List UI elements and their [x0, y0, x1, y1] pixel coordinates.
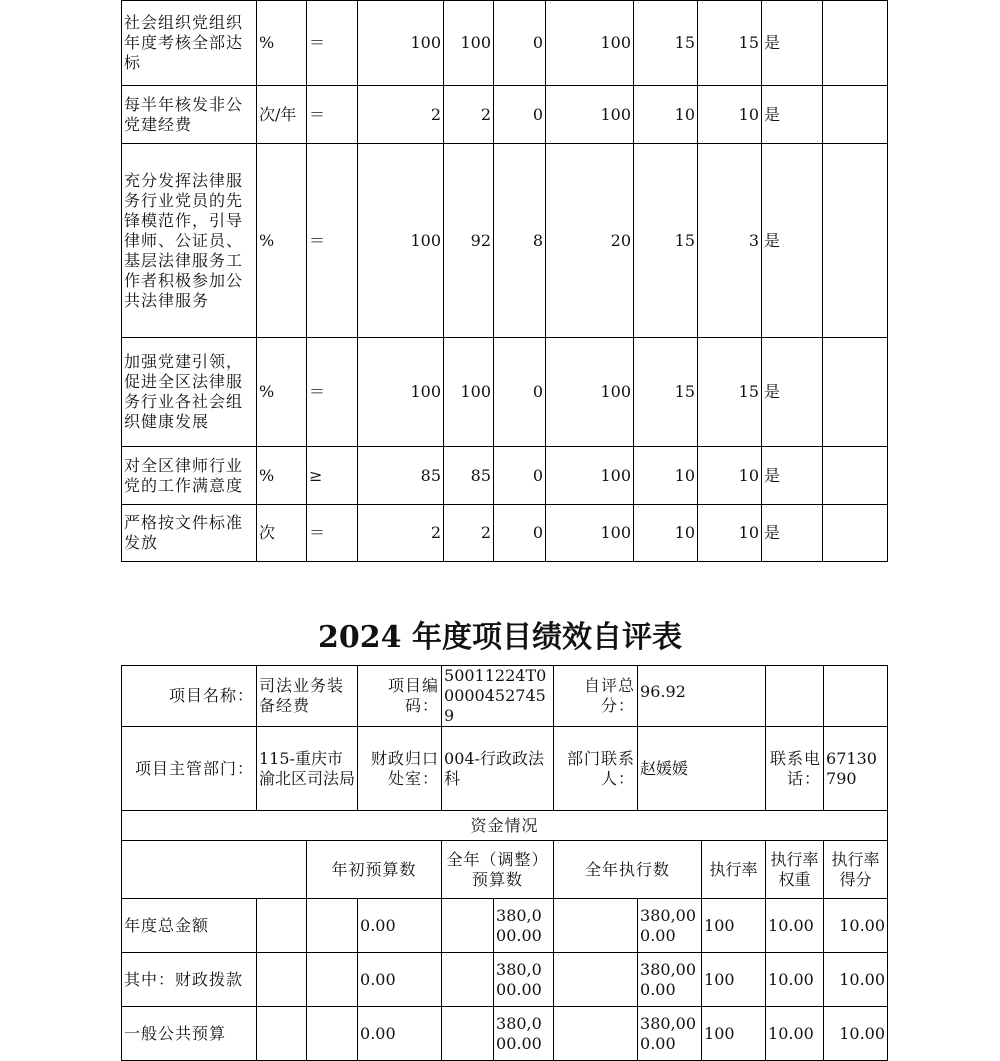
fund-rate-weight: 10.00: [766, 953, 824, 1007]
indicator-name: 每半年核发非公党建经费: [122, 86, 257, 144]
empty-cell: [307, 1007, 358, 1061]
page-title: 2024 年度项目绩效自评表: [318, 620, 682, 655]
fund-rate-score: 10.00: [824, 953, 888, 1007]
indicator-name: 严格按文件标准发放: [122, 505, 257, 562]
indicator-name: 对全区律师行业党的工作满意度: [122, 447, 257, 505]
indicator-completion: 100: [546, 338, 634, 447]
fund-executed: 380,000.00: [638, 953, 702, 1007]
indicator-actual: 100: [444, 338, 494, 447]
indicator-score: 15: [698, 338, 762, 447]
empty-cell: [442, 953, 494, 1007]
indicator-note: [823, 338, 888, 447]
empty-cell: [766, 666, 824, 727]
indicator-symbol: ＝: [307, 86, 358, 144]
empty-cell: [554, 953, 638, 1007]
indicator-symbol: ＝: [307, 1, 358, 86]
indicator-deviation: 0: [494, 86, 546, 144]
rate-score-header: 执行率得分: [824, 841, 888, 899]
finance-label: 财政归口处室：: [358, 727, 442, 811]
indicator-note: [823, 505, 888, 562]
indicator-met: 是: [762, 86, 823, 144]
indicator-actual: 92: [444, 144, 494, 338]
indicator-symbol: ＝: [307, 505, 358, 562]
indicator-name: 社会组织党组织年度考核全部达标: [122, 1, 257, 86]
fund-executed: 380,000.00: [638, 899, 702, 953]
project-code-value: 50011224T000004527459: [442, 666, 554, 727]
empty-cell: [824, 666, 888, 727]
table-row: [122, 86, 888, 144]
indicator-weight: 10: [634, 86, 698, 144]
indicator-note: [823, 447, 888, 505]
indicator-unit: %: [257, 144, 307, 338]
indicator-score: 10: [698, 505, 762, 562]
fund-initial: 0.00: [358, 1007, 442, 1061]
fund-rate-score: 10.00: [824, 1007, 888, 1061]
indicator-unit: %: [257, 447, 307, 505]
empty-cell: [442, 899, 494, 953]
indicator-deviation: 8: [494, 144, 546, 338]
indicator-met: 是: [762, 1, 823, 86]
contact-label: 部门联系人：: [554, 727, 638, 811]
phone-value: 67130790: [824, 727, 888, 811]
dept-label: 项目主管部门：: [122, 727, 257, 811]
table-row: [122, 1007, 888, 1061]
executed-header: 全年执行数: [554, 841, 702, 899]
indicator-unit: %: [257, 1, 307, 86]
indicator-note: [823, 1, 888, 86]
fund-row-label: 一般公共预算: [122, 1007, 257, 1061]
indicator-actual: 85: [444, 447, 494, 505]
indicator-actual: 2: [444, 86, 494, 144]
indicator-met: 是: [762, 505, 823, 562]
indicator-completion: 20: [546, 144, 634, 338]
table-row: [122, 505, 888, 562]
fund-adjusted: 380,000.00: [494, 899, 554, 953]
indicator-score: 10: [698, 447, 762, 505]
indicator-unit: 次: [257, 505, 307, 562]
fund-rate-weight: 10.00: [766, 899, 824, 953]
indicator-deviation: 0: [494, 505, 546, 562]
indicator-target: 100: [358, 144, 444, 338]
fund-rate: 100: [702, 953, 766, 1007]
fund-adjusted: 380,000.00: [494, 953, 554, 1007]
indicator-weight: 10: [634, 505, 698, 562]
fund-rate: 100: [702, 899, 766, 953]
indicator-unit: %: [257, 338, 307, 447]
initial-budget-header: 年初预算数: [307, 841, 442, 899]
fund-row-label: 其中：财政拨款: [122, 953, 257, 1007]
table-row: [122, 899, 888, 953]
indicator-weight: 15: [634, 1, 698, 86]
fund-executed: 380,000.00: [638, 1007, 702, 1061]
indicator-met: 是: [762, 447, 823, 505]
indicator-actual: 2: [444, 505, 494, 562]
indicator-target: 2: [358, 505, 444, 562]
indicator-completion: 100: [546, 1, 634, 86]
indicator-name: 加强党建引领，促进全区法律服务行业各社会组织健康发展: [122, 338, 257, 447]
indicator-score: 3: [698, 144, 762, 338]
funds-section-row: [122, 811, 888, 841]
table-row: [122, 447, 888, 505]
fund-rate-score: 10.00: [824, 899, 888, 953]
funds-header-row: [122, 841, 888, 899]
indicator-name: 充分发挥法律服务行业党员的先锋模范作，引导律师、公证员、基层法律服务工作者积极参加公共法律服务: [122, 144, 257, 338]
fund-initial: 0.00: [358, 899, 442, 953]
rate-weight-header: 执行率权重: [766, 841, 824, 899]
adjusted-budget-header: 全年（调整）预算数: [442, 841, 554, 899]
fund-initial: 0.00: [358, 953, 442, 1007]
finance-value: 004-行政政法科: [442, 727, 554, 811]
empty-cell: [257, 1007, 307, 1061]
indicator-met: 是: [762, 338, 823, 447]
empty-cell: [257, 953, 307, 1007]
indicator-deviation: 0: [494, 447, 546, 505]
indicator-unit: 次/年: [257, 86, 307, 144]
indicator-score: 15: [698, 1, 762, 86]
fund-row-label: 年度总金额: [122, 899, 257, 953]
indicator-note: [823, 144, 888, 338]
dept-value: 115-重庆市渝北区司法局: [257, 727, 358, 811]
contact-value: 赵媛媛: [638, 727, 766, 811]
indicator-deviation: 0: [494, 1, 546, 86]
indicator-target: 85: [358, 447, 444, 505]
indicator-score: 10: [698, 86, 762, 144]
empty-cell: [257, 899, 307, 953]
project-table: [121, 665, 888, 1061]
indicator-weight: 15: [634, 144, 698, 338]
project-dept-row: [122, 727, 888, 811]
indicator-target: 100: [358, 338, 444, 447]
indicator-met: 是: [762, 144, 823, 338]
funds-section-label: 资金情况: [122, 811, 888, 841]
fund-adjusted: 380,000.00: [494, 1007, 554, 1061]
empty-cell: [122, 841, 307, 899]
phone-label: 联系电话：: [766, 727, 824, 811]
indicator-weight: 10: [634, 447, 698, 505]
project-name-value: 司法业务装备经费: [257, 666, 358, 727]
indicator-actual: 100: [444, 1, 494, 86]
self-score-value: 96.92: [638, 666, 766, 727]
self-score-label: 自评总分：: [554, 666, 638, 727]
indicator-note: [823, 86, 888, 144]
empty-cell: [554, 1007, 638, 1061]
project-code-label: 项目编码：: [358, 666, 442, 727]
indicator-table: [121, 0, 888, 562]
indicator-weight: 15: [634, 338, 698, 447]
table-row: [122, 144, 888, 338]
table-row: [122, 953, 888, 1007]
indicator-completion: 100: [546, 505, 634, 562]
empty-cell: [554, 899, 638, 953]
fund-rate: 100: [702, 1007, 766, 1061]
rate-header: 执行率: [702, 841, 766, 899]
fund-rate-weight: 10.00: [766, 1007, 824, 1061]
indicator-completion: 100: [546, 447, 634, 505]
project-name-label: 项目名称：: [122, 666, 257, 727]
table-row: [122, 338, 888, 447]
indicator-symbol: ＝: [307, 338, 358, 447]
empty-cell: [307, 899, 358, 953]
project-info-row: [122, 666, 888, 727]
table-row: [122, 1, 888, 86]
empty-cell: [307, 953, 358, 1007]
indicator-symbol: ≥: [307, 447, 358, 505]
indicator-symbol: ＝: [307, 144, 358, 338]
indicator-completion: 100: [546, 86, 634, 144]
indicator-target: 2: [358, 86, 444, 144]
empty-cell: [442, 1007, 494, 1061]
indicator-deviation: 0: [494, 338, 546, 447]
indicator-target: 100: [358, 1, 444, 86]
